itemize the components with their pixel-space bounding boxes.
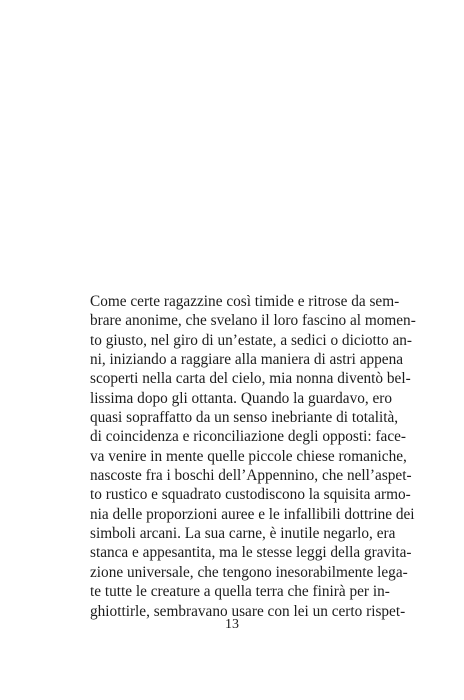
text-line: zione universale, che tengono inesorabilmente lega- (90, 563, 408, 581)
text-line: to rustico e squadrato custodiscono la squisita armo- (90, 486, 411, 504)
text-line: va venire in mente quelle piccole chiese romaniche, (90, 447, 407, 465)
text-line: nia delle proporzioni auree e le infallibili dottrine dei (90, 505, 415, 523)
text-line: di coincidenza e riconciliazione degli opposti: face- (90, 428, 406, 446)
text-line: te tutte le creature a quella terra che finirà per in- (90, 583, 390, 601)
text-line: nascoste fra i boschi dell’Appennino, che nell’aspet- (90, 467, 412, 485)
text-line: ni, iniziando a raggiare alla maniera di astri appena (90, 351, 404, 369)
text-line: simboli arcani. La sua carne, è inutile negarlo, era (90, 525, 396, 543)
text-line: ghiottirle, sembravano usare con lei un certo rispet- (90, 602, 406, 620)
text-line: scoperti nella carta del cielo, mia nonna diventò bel- (90, 370, 411, 388)
text-line: quasi sopraffatto da un senso inebriante di totalità, (90, 409, 399, 427)
text-line: brare anonime, che svelano il loro fascino al momen- (90, 312, 416, 330)
text-line: stanca e appesantita, ma le stesse leggi della gravita- (90, 544, 412, 562)
text-line: Come certe ragazzine così timide e ritrose da sem- (90, 293, 400, 310)
text-line: to giusto, nel giro di un’estate, a sedici o diciotto an- (90, 331, 413, 349)
page-number: 13 (225, 617, 239, 632)
text-line: lissima dopo gli ottanta. Quando la guardavo, ero (90, 389, 393, 407)
body-paragraph (90, 292, 416, 621)
